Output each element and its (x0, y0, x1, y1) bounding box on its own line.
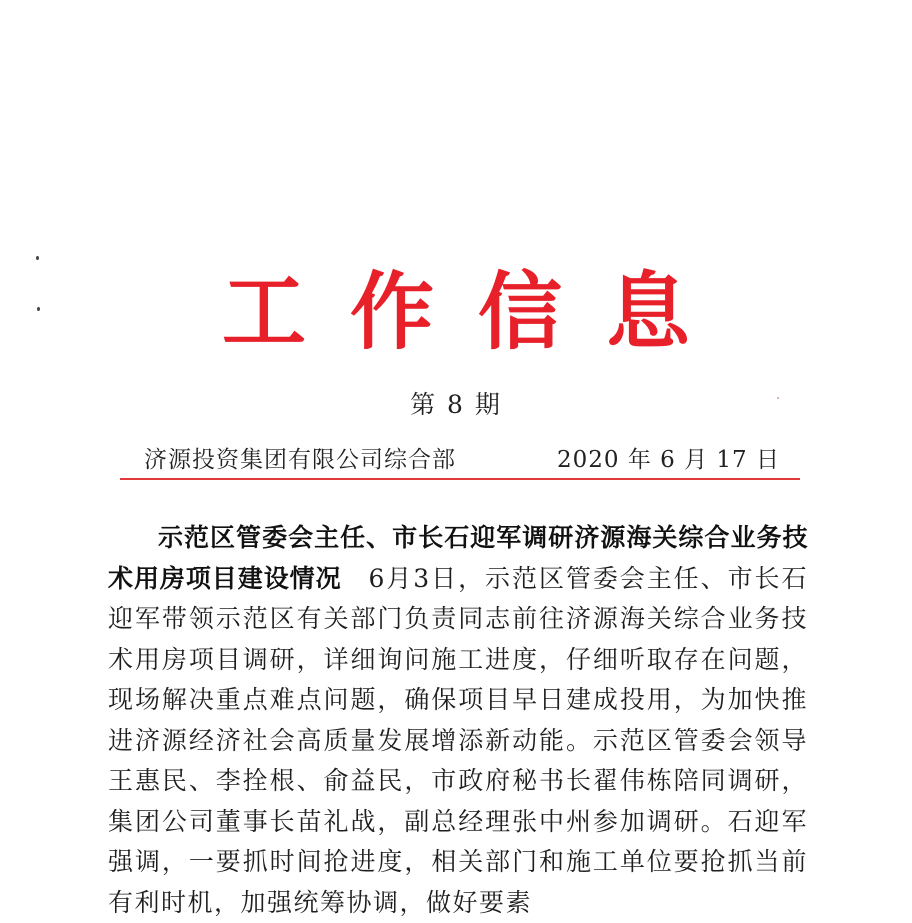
scan-speck (36, 256, 39, 260)
masthead-title: 工作信息 (221, 262, 734, 361)
issue-date: 2020 年 6 月 17 日 (557, 447, 780, 473)
meta-row (120, 443, 792, 477)
article-body: 6月3日，示范区管委会主任、市长石迎军带领示范区有关部门负责同志前往济源海关综合业务技术用房项目调研，详细询问施工进度，仔细听取存在问题，现场解决重点难点问题，确保项目早日建成投用，为加快推进济源经济社会高质量发展增添新动能。示范区管委会领导王惠民、李拴根、俞益民，市政府秘书长翟伟栋陪同调研，集团公司董事长苗礼战，副总经理张中州参加调研。石迎军强调，一要抓时间抢进度，相关部门和施工单位要抢抓当前有利时机，加强统筹协调，做好要素 (108, 563, 808, 917)
issue-number: 第 8 期 (410, 390, 502, 419)
masthead-divider (120, 478, 800, 480)
article-paragraph (108, 518, 808, 923)
issuing-organization: 济源投资集团有限公司综合部 (144, 447, 456, 473)
article-headline: 示范区管委会主任、市长石迎军调研济源海关综合业务技术用房项目建设情况 (108, 523, 808, 593)
